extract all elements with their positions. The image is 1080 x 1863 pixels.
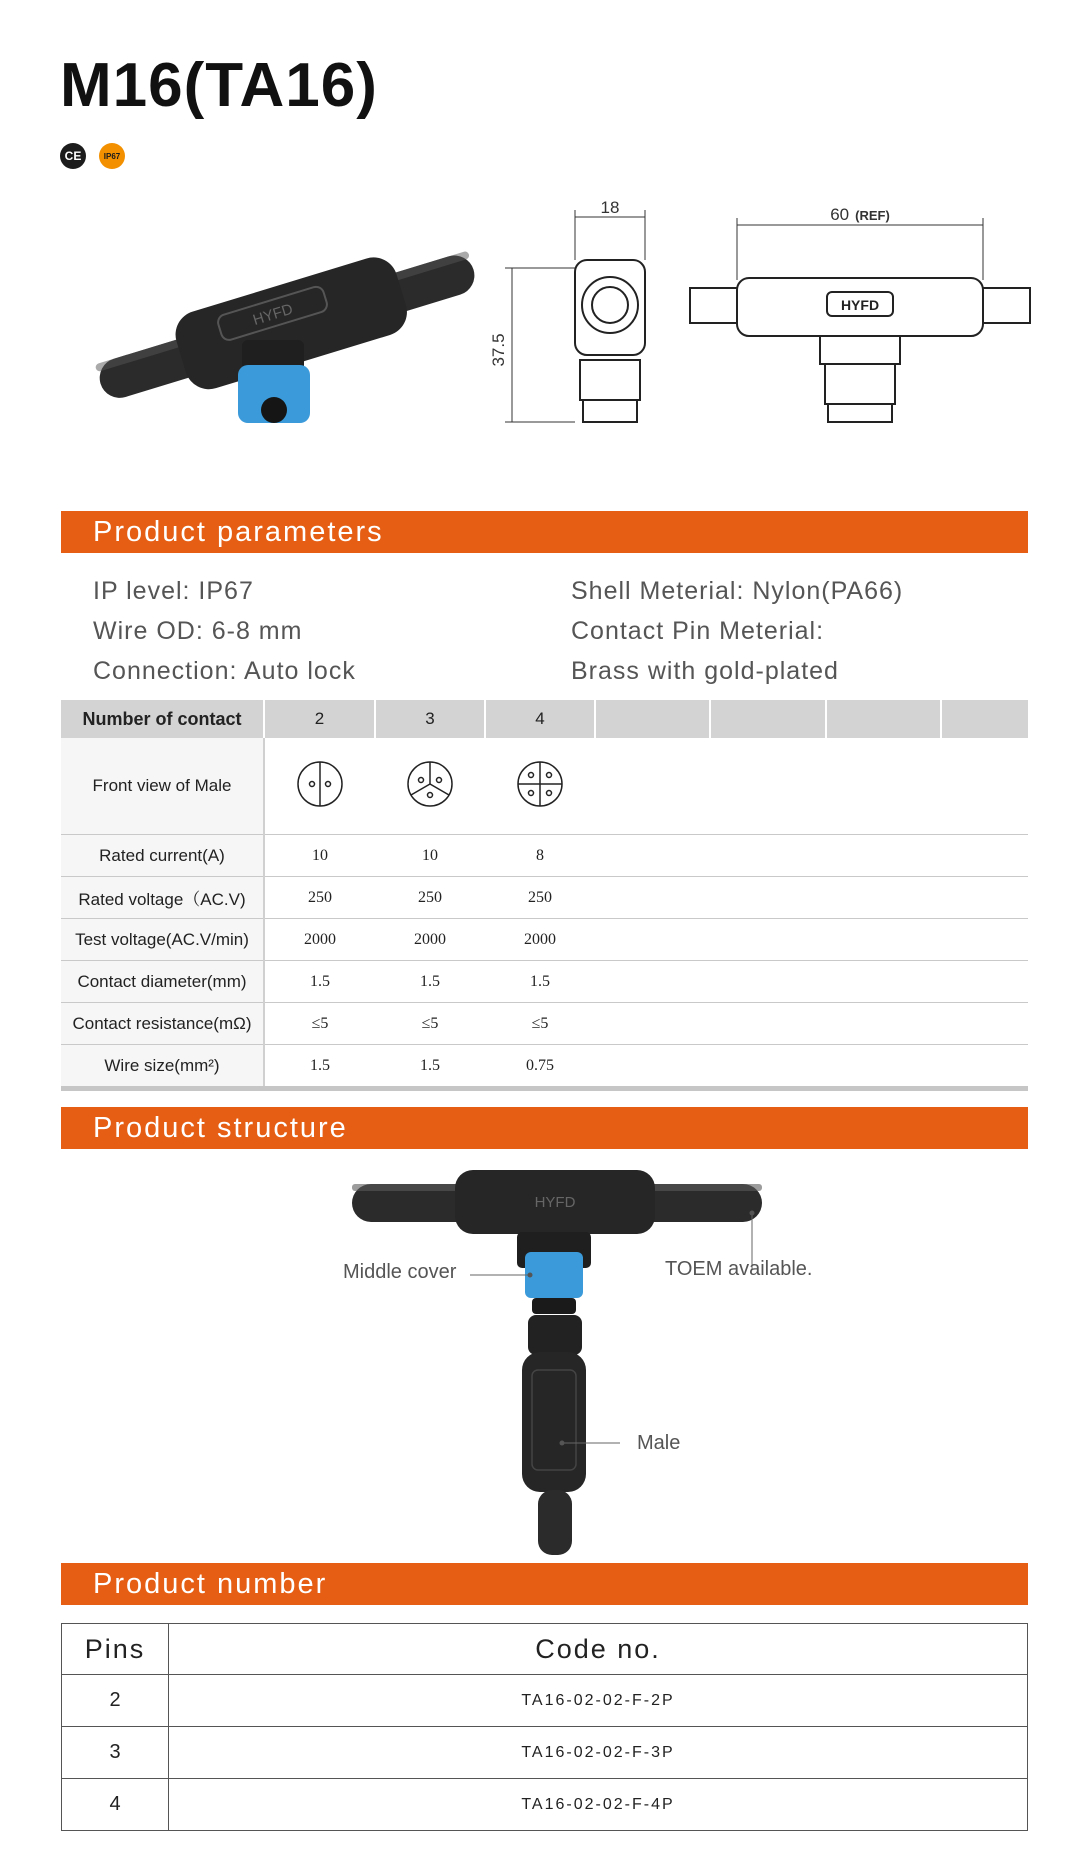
callout-lines (470, 1195, 760, 1455)
spec-front-view-label: Front view of Male (61, 738, 264, 835)
product-structure-heading: Product structure (61, 1107, 1028, 1149)
dim-height-label: 37.5 (489, 333, 508, 367)
spec-cell: 0.75 (485, 1045, 595, 1089)
spec-row (61, 877, 1028, 919)
spec-row (61, 1003, 1028, 1045)
spec-row (61, 1045, 1028, 1089)
product-number-row (62, 1727, 1028, 1779)
spec-cell: 250 (485, 877, 595, 919)
spec-cell: 10 (264, 835, 375, 877)
spec-cell: 8 (485, 835, 595, 877)
product-parameters-heading: Product parameters (61, 511, 1028, 553)
spec-cell: ≤5 (485, 1003, 595, 1045)
ip67-badge-icon: IP67 (99, 143, 125, 169)
callout-middle-cover: Middle cover (343, 1261, 457, 1283)
spec-cell: 2000 (264, 919, 375, 961)
page-title: M16(TA16) (60, 51, 378, 120)
callout-oem-available: TOEM available. (665, 1258, 813, 1280)
spec-row (61, 835, 1028, 877)
param-ip-level: IP level: IP67 (93, 577, 254, 605)
spec-cell: 2000 (375, 919, 485, 961)
spec-cell: ≤5 (375, 1003, 485, 1045)
photo-logo-text: HYFD (250, 300, 295, 329)
spec-row-label: Test voltage(AC.V/min) (61, 919, 264, 961)
svg-text:60(REF) (830, 205, 890, 224)
spec-cell: 1.5 (375, 1045, 485, 1089)
code-cell: TA16-02-02-F-4P (169, 1779, 1028, 1831)
front-view-drawing (685, 200, 1030, 430)
dim-front-width: 60 (830, 205, 850, 224)
param-connection: Connection: Auto lock (93, 657, 356, 685)
structure-logo-text: HYFD (534, 1194, 576, 1211)
spec-row-label: Rated voltage（AC.V) (61, 877, 264, 919)
param-shell-material: Shell Meterial: Nylon(PA66) (571, 577, 904, 605)
pins-cell: 3 (62, 1727, 169, 1779)
spec-cell: 1.5 (485, 961, 595, 1003)
col-code-header: Code no. (169, 1624, 1028, 1675)
spec-col-4: 4 (485, 700, 595, 738)
product-number-row (62, 1779, 1028, 1831)
dim-front-ref: (REF) (855, 208, 890, 223)
spec-col-3: 3 (375, 700, 485, 738)
spec-col-2: 2 (264, 700, 375, 738)
spec-cell: 1.5 (375, 961, 485, 1003)
spec-col-empty (710, 700, 825, 738)
spec-header-row (61, 700, 1028, 738)
param-wire-od: Wire OD: 6-8 mm (93, 617, 303, 645)
spec-row (61, 961, 1028, 1003)
side-view-drawing (489, 198, 675, 430)
param-contact-pin-plating: Brass with gold-plated (571, 657, 839, 685)
pins-cell: 4 (62, 1779, 169, 1831)
pins-cell: 2 (62, 1675, 169, 1727)
spec-row-label: Wire size(mm²) (61, 1045, 264, 1089)
spec-header-label: Number of contact (61, 700, 264, 738)
spec-cell: 1.5 (264, 1045, 375, 1089)
spec-front-view-row (61, 738, 1028, 835)
spec-table (61, 700, 1028, 1091)
front-view-4pin-icon (485, 738, 595, 835)
dim-width-label: 18 (600, 198, 620, 217)
spec-col-empty (941, 700, 1028, 738)
spec-row-label: Rated current(A) (61, 835, 264, 877)
callout-male: Male (637, 1432, 681, 1454)
col-pins-header: Pins (62, 1624, 169, 1675)
spec-row-label: Contact diameter(mm) (61, 961, 264, 1003)
code-cell: TA16-02-02-F-2P (169, 1675, 1028, 1727)
spec-col-empty (595, 700, 710, 738)
t-connector-photo (80, 215, 490, 425)
product-number-header-row (62, 1624, 1028, 1675)
product-number-table (61, 1623, 1028, 1831)
front-view-2pin-icon (264, 738, 375, 835)
product-number-row (62, 1675, 1028, 1727)
spec-cell: 10 (375, 835, 485, 877)
spec-col-empty (826, 700, 941, 738)
spec-row-label: Contact resistance(mΩ) (61, 1003, 264, 1045)
spec-cell: 250 (264, 877, 375, 919)
param-contact-pin-material: Contact Pin Meterial: (571, 617, 825, 645)
spec-cell: 250 (375, 877, 485, 919)
spec-cell: 2000 (485, 919, 595, 961)
front-view-3pin-icon (375, 738, 485, 835)
spec-cell: ≤5 (264, 1003, 375, 1045)
code-cell: TA16-02-02-F-3P (169, 1727, 1028, 1779)
drawing-logo-text: HYFD (840, 297, 880, 313)
product-number-heading: Product number (61, 1563, 1028, 1605)
spec-row (61, 919, 1028, 961)
spec-cell: 1.5 (264, 961, 375, 1003)
ce-mark-icon: CE (60, 143, 86, 169)
